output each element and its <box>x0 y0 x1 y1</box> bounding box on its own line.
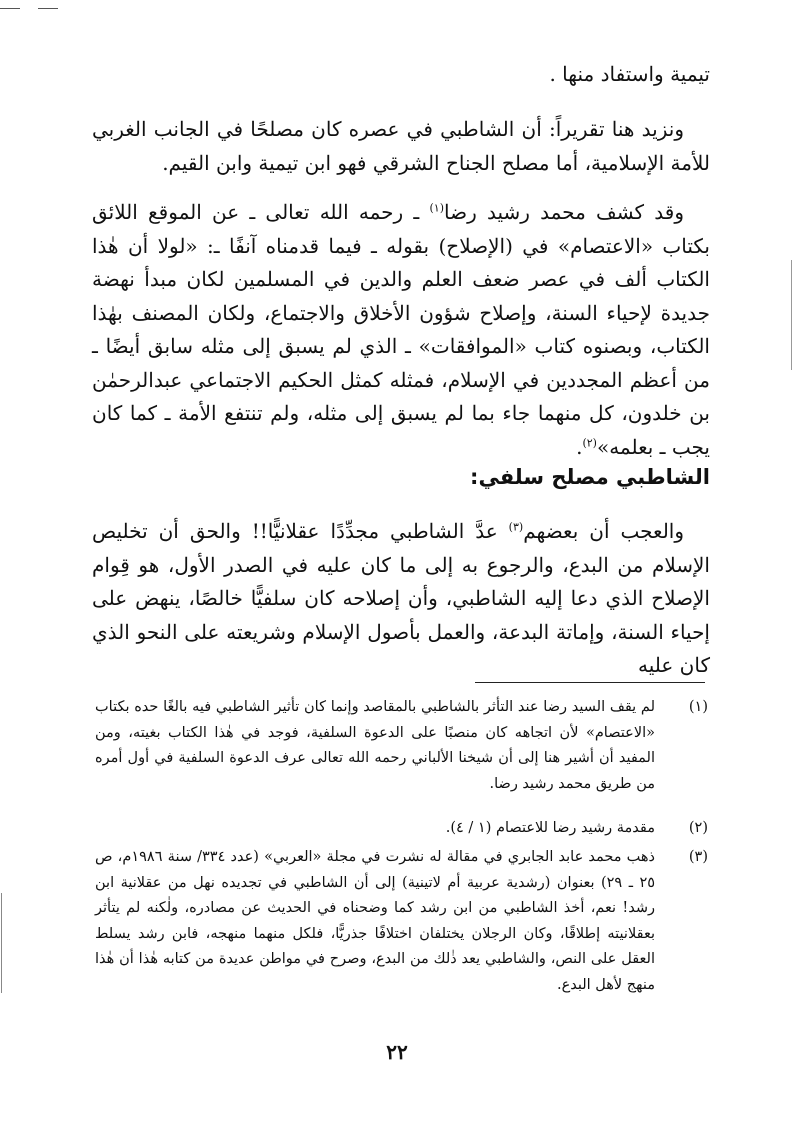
scan-edge-mark <box>0 8 20 9</box>
scan-edge-mark <box>1 893 2 993</box>
footnote-text: ذهب محمد عابد الجابري في مقالة له نشرت في مجلة «العربي» (عدد ٣٣٤/ سنة ١٩٨٦م، ص ٢٥ ـ ٢٩) بعنوان (رشدية عربية أم لاتينية) إلى أن الشاطبي في تجديده نهل من عقلانية ابن رشد! نعم، أخذ الشاطبي من ابن رشد كما وضحناه في الحديث عن مصادره، ولٰكنه لم يتأثر بعقلانيته إطلاقًا، وكان الرجلان يختلفان اختلافًا جذريًّا، فلكل منهما منهجه، فابن رشد يسلط العقل على النص، والشاطبي يعد ذٰلك من البدع، وصرح في مواطن عديدة من كتابه هٰذا أن هٰذا منهج لأهل البدع. <box>95 849 656 993</box>
paragraph-text: عدَّ الشاطبي مجدِّدًا عقلانيًّا!! والحق أن تخليص الإسلام من البدع، والرجوع به إلى ما كان عليه في الصدر الأول، هو قِوام الإصلاح الذي دعا إليه الشاطبي، وأن إصلاحه كان سلفيًّا خالصًا، ينهض على إحياء السنة، وإماتة البدعة، والعمل بأصول الإسلام وشريعته على النحو الذي كان عليه <box>92 519 710 677</box>
paragraph-text: وقد كشف محمد رشيد رضا <box>444 200 684 224</box>
footnote-separator <box>475 682 705 683</box>
paragraph-text: . <box>576 434 583 459</box>
paragraph-continuation <box>92 58 710 92</box>
footnote-ref: (١) <box>429 201 444 215</box>
footnote-number: (١) <box>688 699 708 715</box>
paragraph <box>92 113 710 180</box>
footnote-number: (٣) <box>688 849 708 865</box>
footnote-text: لم يقف السيد رضا عند التأثر بالشاطبي بالمقاصد وإنما كان تأثير الشاطبي فيه بالغًا حده بكتاب «الاعتصام» لأن اتجاهه كان منصبًا على الدعوة السلفية، فوجد في هٰذا الكتاب بغيته، ومن المفيد أن أشير هنا إلى أن شيخنا الألباني رحمه الله تعالى عرف الدعوة السلفية في أول أمره من طريق محمد رشيد رضا. <box>95 699 655 792</box>
paragraph-text: ونزيد هنا تقريراً: أن الشاطبي في عصره كان مصلحًا في الجانب الغربي للأمة الإسلامية، أما مصلح الجناح الشرقي فهو ابن تيمية وابن القيم. <box>92 117 710 175</box>
paragraph-text: تيمية واستفاد منها . <box>549 62 710 86</box>
paragraph <box>92 196 710 464</box>
page-number: ٢٢ <box>386 1040 408 1064</box>
paragraph-text: والعجب أن بعضهم <box>523 519 684 543</box>
scan-edge-mark <box>38 8 58 9</box>
footnote-text: مقدمة رشيد رضا للاعتصام (١ / ٤). <box>445 820 655 836</box>
footnote-ref: (٢) <box>582 435 597 449</box>
paragraph-text: ـ رحمه الله تعالى ـ عن الموقع اللائق بكتاب «الاعتصام» في (الإصلاح) بقوله ـ فيما قدمناه آنفًا ـ: «لولا أن هٰذا الكتاب ألف في عصر ضعف العلم والدين في المسلمين لكان مبدأ نهضة جديدة لإحياء السنة، وإصلاح شؤون الأخلاق والاجتماع، ولكان المصنف بهٰذا الكتاب، وبصنوه كتاب «الموافقات» ـ الذي لم يسبق إلى مثله سابق أيضًا ـ من أعظم المجددين في الإسلام، فمثله كمثل الحكيم الاجتماعي عبدالرحمٰن بن خلدون، كل منهما جاء بما لم يسبق إلى مثله، ولم تنتفع الأمة ـ كما كان يجب ـ بعلمه» <box>92 200 710 459</box>
footnote-number: (٢) <box>688 820 708 836</box>
section-heading: الشاطبي مصلح سلفي: <box>470 465 710 489</box>
scan-edge-mark <box>791 260 792 370</box>
footnote-ref: (٣) <box>508 520 524 534</box>
paragraph <box>92 515 710 683</box>
